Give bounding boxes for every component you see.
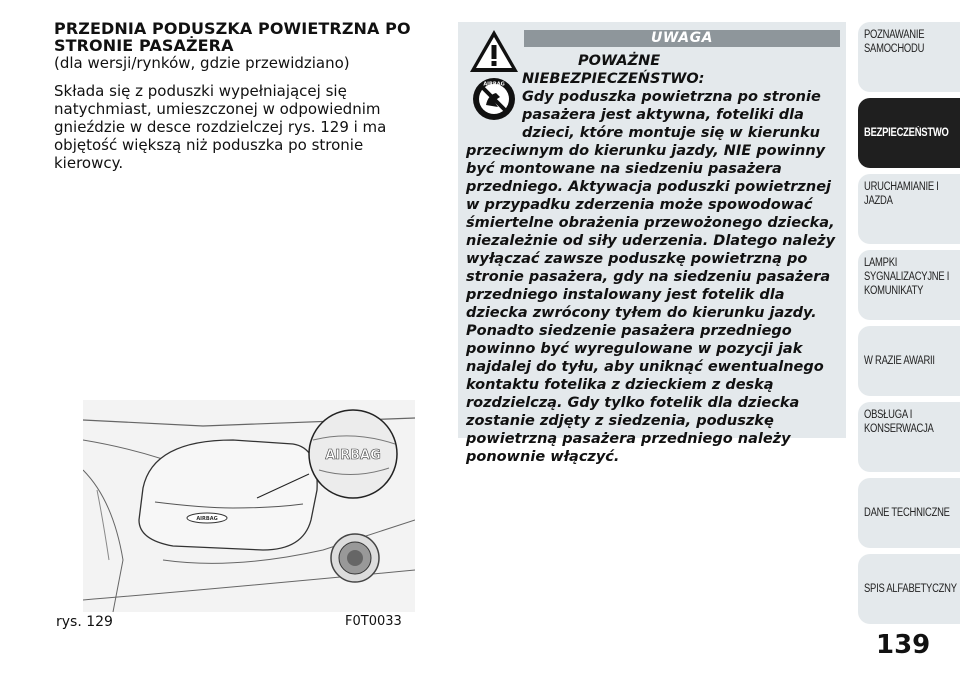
panel-airbag-label: AIRBAG bbox=[196, 516, 218, 522]
warning-text bbox=[466, 52, 838, 466]
tab-lampki-sygnalizacyjne[interactable] bbox=[858, 250, 960, 320]
tab-label: POZNAWANIE SAMOCHODU bbox=[864, 29, 925, 55]
tab-bezpieczenstwo[interactable] bbox=[858, 98, 960, 168]
tab-label: URUCHAMIANIE I JAZDA bbox=[864, 181, 939, 207]
tab-obsluga-i-konserwacja[interactable] bbox=[858, 402, 960, 472]
warning-title: POWAŻNE NIEBEZPIECZEŃSTWO: bbox=[522, 53, 705, 87]
figure-caption: rys. 129 bbox=[56, 614, 113, 630]
dashboard-airbag-photo bbox=[83, 400, 415, 612]
page-number: 139 bbox=[876, 630, 931, 660]
section-body: Składa się z poduszki wypełniającej się natychmiast, umieszczonej w odpowiednim gnieździe w desce rozdzielczej rys. 129 i ma objętość większą niż poduszka po stronie kierowcy. bbox=[54, 82, 387, 172]
tab-label: OBSŁUGA I KONSERWACJA bbox=[864, 409, 934, 435]
section-subtitle: (dla wersji/rynków, gdzie przewidziano) bbox=[54, 54, 350, 72]
tab-w-razie-awarii[interactable] bbox=[858, 326, 960, 396]
figure-code: F0T0033 bbox=[345, 614, 402, 629]
warning-header: UWAGA bbox=[524, 30, 840, 47]
tab-label: LAMPKI SYGNALIZACYJNE I KOMUNIKATY bbox=[864, 257, 950, 297]
tab-label: BEZPIECZEŃSTWO bbox=[864, 127, 949, 139]
icon-badge-text: AIRBAG bbox=[483, 81, 505, 88]
tab-label: SPIS ALFABETYCZNY bbox=[864, 583, 957, 595]
tab-poznawanie-samochodu[interactable] bbox=[858, 22, 960, 92]
section-title-line2: STRONIE PASAŻERA bbox=[54, 36, 234, 55]
tab-uruchamianie-i-jazda[interactable] bbox=[858, 174, 960, 244]
warning-body: Gdy poduszka powietrzna po stronie pasażera jest aktywna, foteliki dla dzieci, które montuje się w kierunku przeciwnym do kierunku jazdy, NIE powinny być montowane na siedzeniu pasażera przedniego. Aktywacja poduszki powietrznej w przypadku zderzenia może spowodować śmiertelne obrażenia przewożonego dziecka, niezależnie od siły uderzenia. Dlatego należy wyłączać zawsze poduszkę powietrzną po stronie pasażera, gdy na siedzeniu pasażera przedniego instalowany jest fotelik dla dziecka zwrócony tyłem do kierunku jazdy. Ponadto siedzenie pasażera przedniego powinno być wyregulowane w pozycji jak najdalej do tyłu, aby uniknąć ewentualnego kontaktu fotelika z dzieckiem z deską rozdzielczą. Gdy tylko fotelik dla dziecka zostanie zdjęty z siedzenia, poduszkę powietrzną pasażera przedniego należy ponownie włączyć. bbox=[466, 89, 836, 465]
tab-label: DANE TECHNICZNE bbox=[864, 507, 950, 519]
tab-dane-techniczne[interactable] bbox=[858, 478, 960, 548]
section-title-line1: PRZEDNIA PODUSZKA POWIETRZNA PO bbox=[54, 19, 411, 38]
tab-spis-alfabetyczny[interactable] bbox=[858, 554, 960, 624]
tab-label: W RAZIE AWARII bbox=[864, 355, 935, 367]
warning-box bbox=[458, 22, 846, 465]
dashboard-illustration bbox=[83, 400, 415, 612]
zoom-airbag-label: AIRBAG bbox=[325, 448, 381, 463]
section-text bbox=[54, 20, 424, 172]
